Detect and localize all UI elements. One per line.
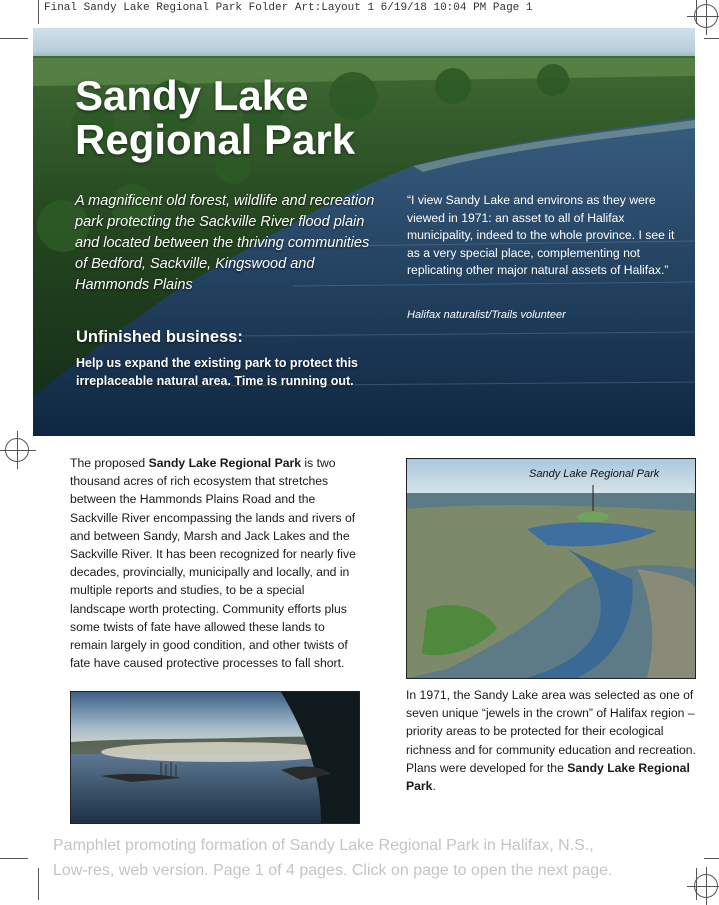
- page-title: [75, 74, 415, 162]
- crop-mark: [704, 38, 719, 39]
- intro-paragraph: [70, 454, 363, 672]
- crop-mark: [38, 868, 39, 900]
- crop-mark: [704, 858, 719, 859]
- crop-mark: [38, 0, 39, 24]
- caption-line-2: Low-res, web version. Page 1 of 4 pages. Click on page to open the next page.: [53, 862, 613, 879]
- hero-banner: [33, 28, 695, 436]
- history-end: .: [432, 779, 436, 794]
- intro-body: is two thousand acres of rich ecosystem that stretches between the Hammonds Plains Road and the Sackville River encompassing the lands and rivers of and between Sandy, Marsh and Jack Lakes and the Sackville River. It has been recognized for nearly five decades, provincially, municipally and locally, and in multiple reports and studies, to be a special landscape worth protecting. Community efforts plus some twists of fate have allowed these lands to remain largely in good condition, and other twists of fate have caused protective processes to fall short.: [70, 456, 356, 671]
- registration-mark: [694, 4, 718, 28]
- hero-tagline: A magnificent old forest, wildlife and recreation park protecting the Sackville River flood plain and located between the thriving communities of Bedford, Sackville, Kingswood and Hammonds Plains: [75, 193, 375, 293]
- history-paragraph: [406, 686, 698, 795]
- registration-mark: [5, 438, 29, 462]
- crop-mark: [0, 38, 28, 39]
- unfinished-business-heading: Unfinished business:: [76, 328, 243, 346]
- print-slug: Final Sandy Lake Regional Park Folder Art:Layout 1 6/19/18 10:04 PM Page 1: [44, 2, 533, 14]
- title-line-1: Sandy Lake: [75, 72, 309, 119]
- history-body: In 1971, the Sandy Lake area was selected as one of seven unique “jewels in the crown” of Halifax region – priority areas to be protected for their ecological richness and for community education and recreation. Plans were developed for the: [406, 688, 696, 775]
- title-line-2: Regional Park: [75, 116, 356, 163]
- naturalist-quote: “I view Sandy Lake and environs as they were viewed in 1971: an asset to all of Halifax municipality, indeed to the whole province. I see it as a very special place, complementing not replicating other major natural assets of Halifax.”: [407, 193, 675, 277]
- aerial-halifax-photo: [406, 458, 696, 679]
- misty-lake-image: [71, 692, 359, 823]
- caption-line-1: Pamphlet promoting formation of Sandy Lake Regional Park in Halifax, N.S.,: [53, 837, 594, 854]
- quote-attribution: Halifax naturalist/Trails volunteer: [407, 309, 566, 321]
- registration-mark: [694, 874, 718, 898]
- intro-lead: The proposed: [70, 456, 149, 470]
- aerial-map-image: [407, 459, 695, 678]
- misty-lake-photo: [70, 691, 360, 824]
- aerial-photo-label: Sandy Lake Regional Park: [529, 468, 660, 480]
- web-version-caption[interactable]: [53, 833, 693, 883]
- park-name-bold-2: Sandy Lake Regional Park: [406, 760, 690, 794]
- crop-mark: [0, 858, 28, 859]
- park-name-bold: Sandy Lake Regional Park: [148, 456, 302, 470]
- call-to-action: Help us expand the existing park to protect this irreplaceable natural area. Time is running out.: [76, 356, 358, 388]
